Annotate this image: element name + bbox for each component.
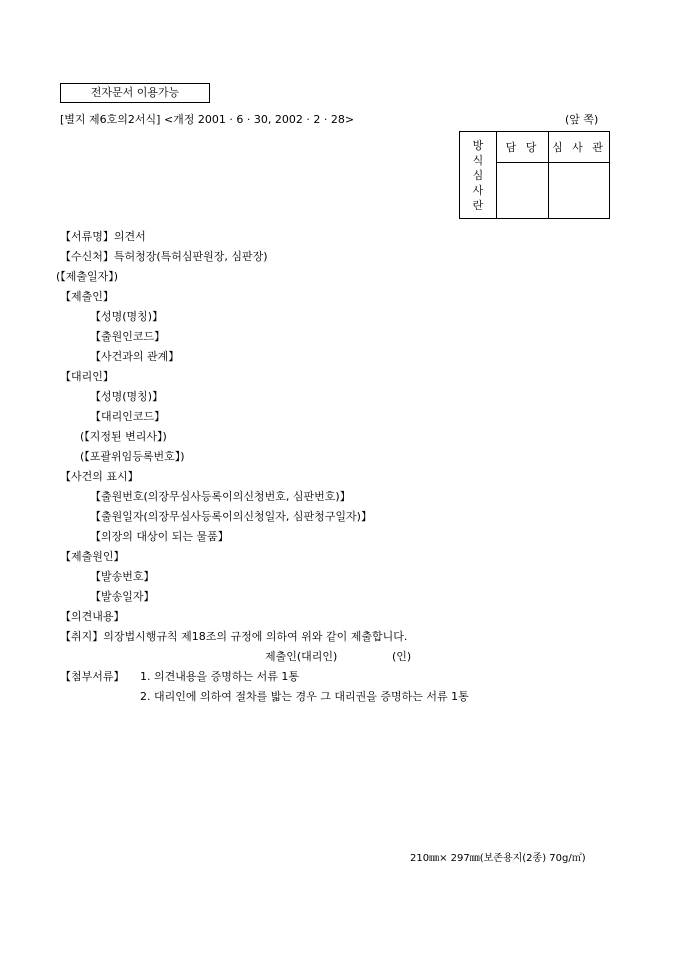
field-dispatch-number: 【발송번호】 <box>90 570 155 583</box>
approval-sign-examiner[interactable] <box>549 163 610 219</box>
field-designated-attorney: (【지정된 변리사】) <box>80 430 167 443</box>
field-application-date: 【출원일자(의장무심사등록이의신청일자, 심판청구일자)】 <box>90 510 372 523</box>
field-opinion-content: 【의견내용】 <box>60 610 125 623</box>
attachment-item-1: 1. 의견내용을 증명하는 서류 1통 <box>140 670 299 683</box>
approval-box <box>459 131 610 219</box>
approval-col-officer: 담 당 <box>497 132 549 163</box>
form-number: [별지 제6호의2서식] <개정 2001 · 6 · 30, 2002 · 2 · 28> <box>60 113 355 126</box>
field-case-indication: 【사건의 표시】 <box>60 470 139 483</box>
field-agent-code: 【대리인코드】 <box>90 410 166 423</box>
signature-seal: (인) <box>392 650 412 663</box>
approval-col-examiner: 심 사 관 <box>549 132 610 163</box>
field-purpose: 【취지】의장법시행규칙 제18조의 규정에 의하여 위와 같이 제출합니다. <box>60 630 408 643</box>
field-document-name: 【서류명】의견서 <box>60 230 146 243</box>
electronic-document-notice: 전자문서 이용가능 <box>60 83 210 103</box>
field-submitter: 【제출인】 <box>60 290 114 303</box>
approval-sign-officer[interactable] <box>497 163 549 219</box>
field-agent: 【대리인】 <box>60 370 114 383</box>
field-application-number: 【출원번호(의장무심사등록이의신청번호, 심판번호)】 <box>90 490 351 503</box>
page-side-label: (앞 쪽) <box>565 113 599 126</box>
attachments-label: 【첨부서류】 <box>60 670 125 683</box>
field-recipient: 【수신처】특허청장(특허심판원장, 심판장) <box>60 250 268 263</box>
field-submission-cause: 【제출원인】 <box>60 550 125 563</box>
field-submitter-name: 【성명(명칭)】 <box>90 310 164 323</box>
field-applicant-code: 【출원인코드】 <box>90 330 166 343</box>
field-relation-to-case: 【사건과의 관계】 <box>90 350 180 363</box>
approval-vertical-label: 방 식 심 사 란 <box>460 132 497 219</box>
field-general-power-number: (【포괄위임등록번호】) <box>80 450 185 463</box>
field-agent-name: 【성명(명칭)】 <box>90 390 164 403</box>
field-design-article: 【의장의 대상이 되는 물품】 <box>90 530 229 543</box>
attachment-item-2: 2. 대리인에 의하여 절차를 밟는 경우 그 대리권을 증명하는 서류 1통 <box>140 690 469 703</box>
paper-spec: 210㎜× 297㎜(보존용지(2종) 70g/㎡) <box>410 853 586 864</box>
signature-submitter: 제출인(대리인) <box>265 650 338 663</box>
field-submission-date: (【제출일자】) <box>56 270 119 283</box>
field-dispatch-date: 【발송일자】 <box>90 590 155 603</box>
